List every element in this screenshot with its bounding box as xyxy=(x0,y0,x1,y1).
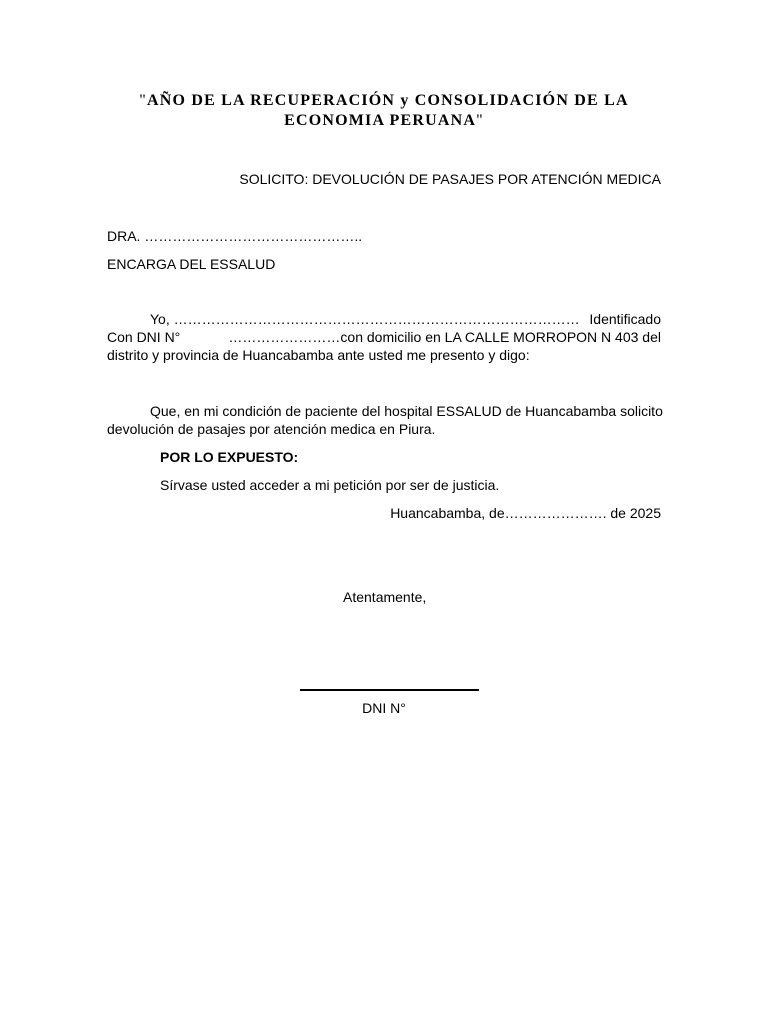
recipient-title: DRA. ……………………………………….. xyxy=(107,228,363,244)
recipient-position: ENCARGA DEL ESSALUD xyxy=(107,256,276,272)
title-line-2: ECONOMIA PERUANA xyxy=(284,112,477,129)
title-quote-open: " xyxy=(139,92,147,109)
signature-line xyxy=(300,689,479,691)
intro-line-1-end: Identificado xyxy=(589,311,661,327)
title-quote-close: " xyxy=(476,112,484,129)
atentamente-closing: Atentamente, xyxy=(343,589,427,605)
date-line: Huancabamba, de…………………. de 2025 xyxy=(390,505,661,521)
intro-line-3: distrito y provincia de Huancabamba ante usted me presento y digo: xyxy=(107,347,530,363)
solicito-line: SOLICITO: DEVOLUCIÓN DE PASAJES POR ATENCIÓN MEDICA xyxy=(239,171,661,187)
intro-line-2-start: Con DNI N° xyxy=(107,329,181,345)
sirvase-line: Sírvase usted acceder a mi petición por ser de justicia. xyxy=(160,477,500,493)
document-title xyxy=(107,91,661,131)
intro-line-2 xyxy=(107,328,661,346)
request-paragraph xyxy=(107,402,661,438)
intro-paragraph xyxy=(107,310,661,364)
intro-line-1-start: Yo, …………………………………………………………………………… xyxy=(150,311,580,327)
intro-line-1 xyxy=(107,310,661,328)
por-lo-expuesto-heading: POR LO EXPUESTO: xyxy=(160,449,299,465)
title-line-1: AÑO DE LA RECUPERACIÓN y CONSOLIDACIÓN DE LA xyxy=(146,92,629,109)
intro-line-2-end: ……………………con domicilio en LA CALLE MORROPON N 403 del xyxy=(228,329,661,345)
request-line-2: devolución de pasajes por atención medica en Piura. xyxy=(107,421,436,437)
dni-label: DNI N° xyxy=(362,700,406,716)
request-line-1: Que, en mi condición de paciente del hospital ESSALUD de Huancabamba solicito xyxy=(150,403,663,419)
